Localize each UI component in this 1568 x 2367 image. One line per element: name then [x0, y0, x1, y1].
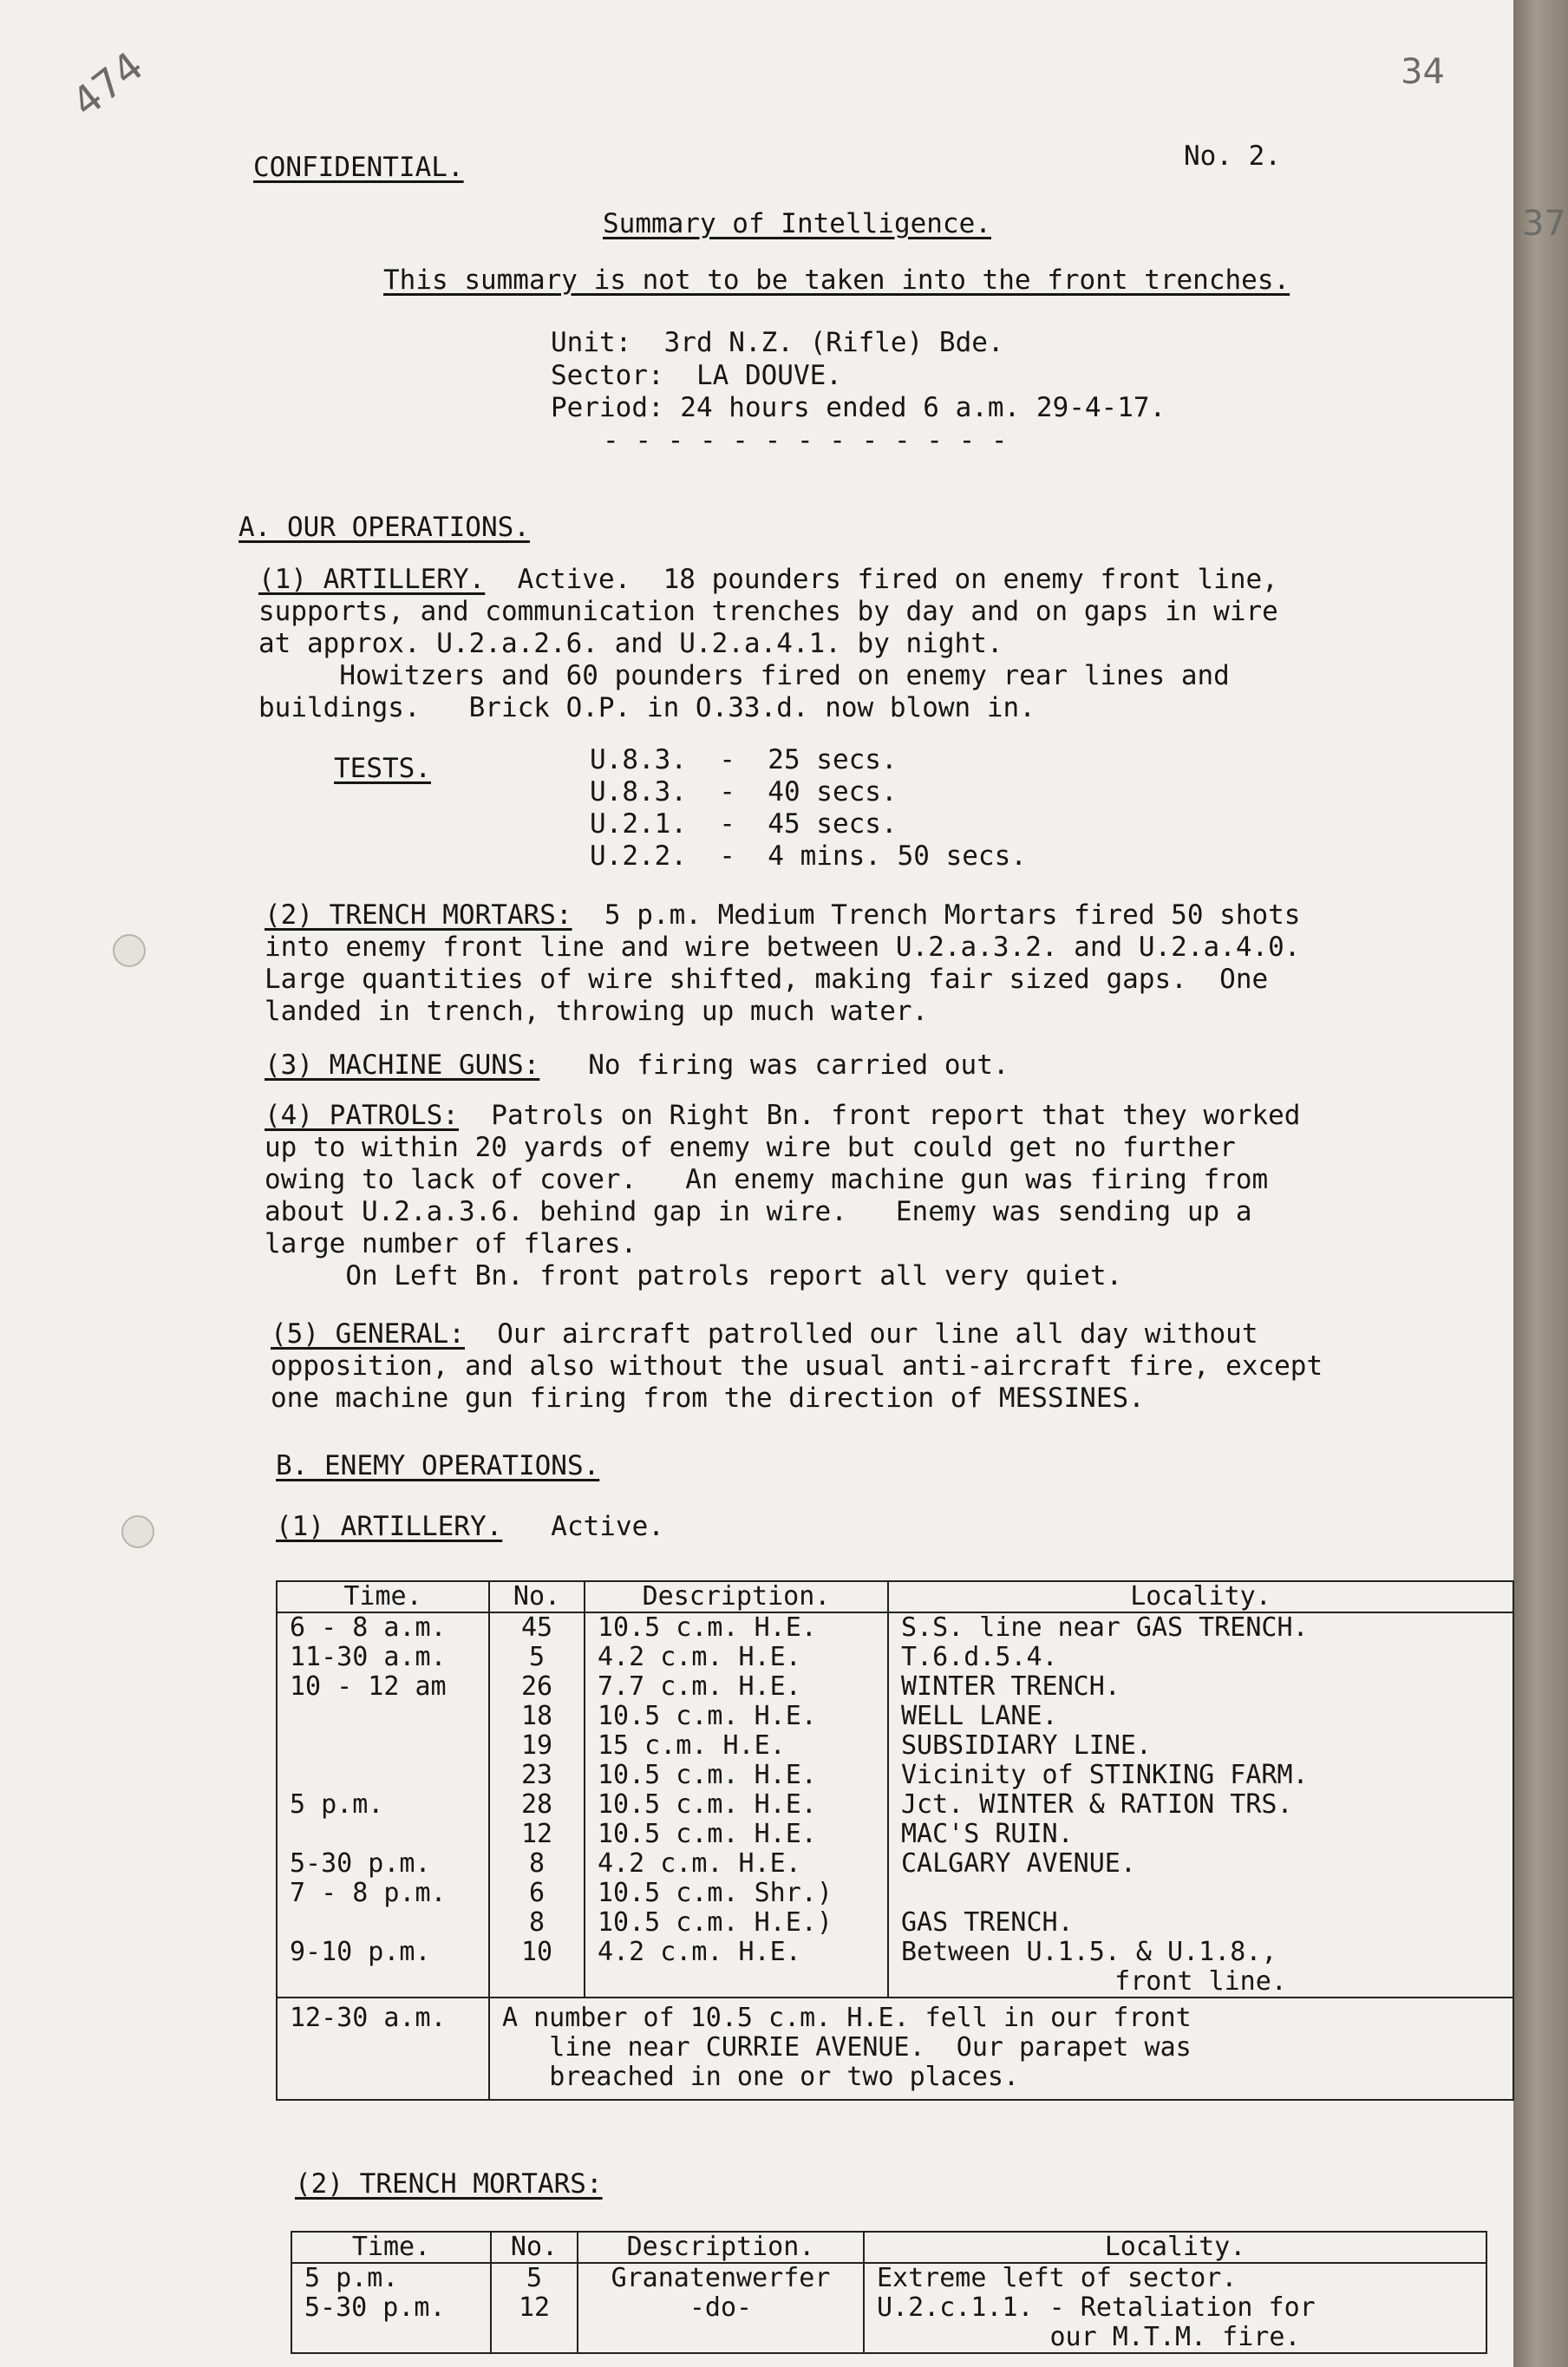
separator-rule: - - - - - - - - - - - - -: [603, 425, 1008, 456]
cell-no: 19: [489, 1731, 585, 1761]
table-row: [291, 2263, 1486, 2293]
trench-mortars-line: Large quantities of wire shifted, making fair sized gaps. One: [265, 964, 1269, 995]
trench-mortars-line: into enemy front line and wire between U.2.a.3.2. and U.2.a.4.0.: [265, 932, 1301, 963]
trench-mortars-paragraph: [265, 899, 1300, 1028]
cell-locality: GAS TRENCH.: [888, 1908, 1513, 1938]
trench-mortars-line: 5 p.m. Medium Trench Mortars fired 50 shots: [572, 899, 1301, 931]
artillery-label: (1) ARTILLERY.: [258, 564, 486, 595]
cell-time: 10 - 12 am: [277, 1672, 489, 1702]
table-row: [277, 1643, 1513, 1672]
cell-locality: WELL LANE.: [888, 1702, 1513, 1731]
cell-no: 28: [489, 1790, 585, 1820]
table-row: [277, 1790, 1513, 1820]
cell-time: [277, 1731, 489, 1761]
cell-description: 7.7 c.m. H.E.: [585, 1672, 888, 1702]
cell-time: [277, 1967, 489, 1998]
cell-description: 4.2 c.m. H.E.: [585, 1938, 888, 1967]
table-row: [291, 2323, 1486, 2353]
cell-description: 15 c.m. H.E.: [585, 1731, 888, 1761]
column-header-time: Time.: [277, 1581, 489, 1612]
cell-locality: MAC'S RUIN.: [888, 1820, 1513, 1849]
test-row: U.8.3. - 40 secs.: [590, 776, 898, 808]
enemy-artillery-text: Active.: [502, 1511, 664, 1542]
column-header-description: Description.: [585, 1581, 888, 1612]
cell-description: 10.5 c.m. H.E.: [585, 1790, 888, 1820]
artillery-line: Howitzers and 60 pounders fired on enemy rear lines and: [258, 660, 1230, 691]
enemy-trench-mortars-table: [291, 2231, 1487, 2354]
cell-locality: S.S. line near GAS TRENCH.: [888, 1612, 1513, 1643]
cell-no: 23: [489, 1761, 585, 1790]
punch-hole: [113, 934, 146, 967]
patrols-line: owing to lack of cover. An enemy machine gun was firing from: [265, 1164, 1269, 1195]
table-row: [277, 1820, 1513, 1849]
cell-locality: Vicinity of STINKING FARM.: [888, 1761, 1513, 1790]
cell-no: [491, 2323, 578, 2353]
trench-mortars-label: (2) TRENCH MORTARS:: [265, 899, 572, 931]
cell-time: 5-30 p.m.: [277, 1849, 489, 1879]
cell-description: 10.5 c.m. H.E.: [585, 1820, 888, 1849]
pencil-page-number: 34: [1401, 52, 1445, 92]
cell-locality: our M.T.M. fire.: [864, 2323, 1486, 2353]
cell-locality: Extreme left of sector.: [864, 2263, 1486, 2293]
cell-locality: CALGARY AVENUE.: [888, 1849, 1513, 1879]
cell-locality: front line.: [888, 1967, 1513, 1998]
cell-time: [277, 1908, 489, 1938]
cell-time: 5-30 p.m.: [291, 2293, 491, 2323]
cell-description: 4.2 c.m. H.E.: [585, 1643, 888, 1672]
table-row: [277, 1849, 1513, 1879]
cell-time: 6 - 8 a.m.: [277, 1612, 489, 1643]
cell-time: 5 p.m.: [277, 1790, 489, 1820]
cell-locality: WINTER TRENCH.: [888, 1672, 1513, 1702]
cell-note: A number of 10.5 c.m. H.E. fell in our front line near CURRIE AVENUE. Our parapet was breached in one or two places.: [489, 1998, 1513, 2100]
cell-no: 26: [489, 1672, 585, 1702]
cell-description: 10.5 c.m. H.E.: [585, 1761, 888, 1790]
cell-description: [578, 2323, 864, 2353]
general-line: one machine gun firing from the direction of MESSINES.: [271, 1383, 1145, 1414]
column-header-locality: Locality.: [888, 1581, 1513, 1612]
pencil-margin-number: 37: [1522, 204, 1566, 244]
cell-time: [277, 1761, 489, 1790]
cell-time: 9-10 p.m.: [277, 1938, 489, 1967]
table-row: [277, 1938, 1513, 1967]
cell-description: 10.5 c.m. H.E.): [585, 1908, 888, 1938]
period-line: Period: 24 hours ended 6 a.m. 29-4-17.: [551, 392, 1166, 423]
patrols-line: On Left Bn. front patrols report all very quiet.: [265, 1260, 1123, 1291]
underlying-page-edge: [1513, 0, 1568, 2367]
cell-no: 18: [489, 1702, 585, 1731]
table-row: [277, 1761, 1513, 1790]
cell-description: 10.5 c.m. H.E.: [585, 1612, 888, 1643]
cell-no: 8: [489, 1849, 585, 1879]
column-header-description: Description.: [578, 2232, 864, 2263]
column-header-time: Time.: [291, 2232, 491, 2263]
cell-time: 7 - 8 p.m.: [277, 1879, 489, 1908]
table-header-row: [277, 1581, 1513, 1612]
column-header-no: No.: [489, 1581, 585, 1612]
cell-locality: Jct. WINTER & RATION TRS.: [888, 1790, 1513, 1820]
cell-no: 6: [489, 1879, 585, 1908]
table-header-row: [291, 2232, 1486, 2263]
cell-description: -do-: [578, 2293, 864, 2323]
patrols-line: up to within 20 yards of enemy wire but could get no further: [265, 1132, 1236, 1163]
cell-no: 12: [491, 2293, 578, 2323]
patrols-line: about U.2.a.3.6. behind gap in wire. Enemy was sending up a: [265, 1196, 1252, 1227]
enemy-artillery-heading: [276, 1511, 664, 1542]
section-b-heading: B. ENEMY OPERATIONS.: [276, 1450, 600, 1481]
cell-locality: Between U.1.5. & U.1.8.,: [888, 1938, 1513, 1967]
cell-no: 12: [489, 1820, 585, 1849]
cell-locality: SUBSIDIARY LINE.: [888, 1731, 1513, 1761]
cell-description: 10.5 c.m. H.E.: [585, 1702, 888, 1731]
trench-mortars-line: landed in trench, throwing up much water.: [265, 996, 929, 1027]
cell-description: [585, 1967, 888, 1998]
artillery-line: supports, and communication trenches by day and on gaps in wire: [258, 596, 1278, 627]
cell-locality: T.6.d.5.4.: [888, 1643, 1513, 1672]
cell-description: 4.2 c.m. H.E.: [585, 1849, 888, 1879]
table-row: [291, 2293, 1486, 2323]
cell-description: 10.5 c.m. Shr.): [585, 1879, 888, 1908]
table-row: [277, 1731, 1513, 1761]
machine-guns-label: (3) MACHINE GUNS:: [265, 1049, 540, 1081]
test-row: U.2.2. - 4 mins. 50 secs.: [590, 840, 1027, 872]
general-line: opposition, and also without the usual anti-aircraft fire, except: [271, 1350, 1323, 1382]
document-title: Summary of Intelligence.: [603, 208, 991, 239]
cell-description: Granatenwerfer: [578, 2263, 864, 2293]
cell-time: 12-30 a.m.: [277, 1998, 489, 2100]
patrols-paragraph: [265, 1100, 1300, 1292]
cell-no: 10: [489, 1938, 585, 1967]
tests-list: [590, 744, 1027, 873]
table-row: [277, 1702, 1513, 1731]
table-row: [277, 1908, 1513, 1938]
patrols-line: Patrols on Right Bn. front report that they worked: [458, 1100, 1301, 1131]
punch-hole: [121, 1515, 154, 1548]
unit-line: Unit: 3rd N.Z. (Rifle) Bde.: [551, 327, 1004, 358]
cell-no: 5: [489, 1643, 585, 1672]
artillery-line: buildings. Brick O.P. in O.33.d. now blown in.: [258, 692, 1036, 723]
table-row-note: [277, 1998, 1513, 2100]
general-paragraph: [271, 1318, 1323, 1415]
general-label: (5) GENERAL:: [271, 1318, 465, 1350]
artillery-paragraph: [258, 564, 1278, 724]
artillery-line: at approx. U.2.a.2.6. and U.2.a.4.1. by night.: [258, 628, 1003, 659]
patrols-label: (4) PATROLS:: [265, 1100, 459, 1131]
tests-label: TESTS.: [334, 753, 431, 784]
section-a-heading: A. OUR OPERATIONS.: [238, 512, 530, 543]
machine-guns-text: No firing was carried out.: [539, 1049, 1009, 1081]
distribution-notice: This summary is not to be taken into the front trenches.: [383, 265, 1290, 296]
cell-time: [277, 1820, 489, 1849]
test-row: U.2.1. - 45 secs.: [590, 808, 898, 840]
cell-time: [291, 2323, 491, 2353]
cell-no: [489, 1967, 585, 1998]
cell-locality: U.2.c.1.1. - Retaliation for: [864, 2293, 1486, 2323]
classification-label: CONFIDENTIAL.: [253, 152, 464, 183]
patrols-line: large number of flares.: [265, 1228, 637, 1259]
column-header-no: No.: [491, 2232, 578, 2263]
table-row: [277, 1879, 1513, 1908]
general-line: Our aircraft patrolled our line all day without: [464, 1318, 1258, 1350]
enemy-artillery-table: [276, 1580, 1514, 2101]
column-header-locality: Locality.: [864, 2232, 1486, 2263]
table-row: [277, 1672, 1513, 1702]
cell-locality: [888, 1879, 1513, 1908]
test-row: U.8.3. - 25 secs.: [590, 744, 898, 775]
cell-time: 11-30 a.m.: [277, 1643, 489, 1672]
document-number: No. 2.: [1184, 141, 1281, 172]
cell-time: [277, 1702, 489, 1731]
table-row: [277, 1967, 1513, 1998]
artillery-line: Active. 18 pounders fired on enemy front line,: [485, 564, 1278, 595]
pencil-folio-number: 474: [62, 42, 153, 127]
enemy-artillery-label: (1) ARTILLERY.: [276, 1511, 503, 1542]
sector-line: Sector: LA DOUVE.: [551, 360, 842, 391]
machine-guns-paragraph: [265, 1049, 1009, 1081]
cell-no: 5: [491, 2263, 578, 2293]
enemy-trench-mortars-label: (2) TRENCH MORTARS:: [295, 2168, 603, 2200]
table-row: [277, 1612, 1513, 1643]
cell-time: 5 p.m.: [291, 2263, 491, 2293]
cell-no: 45: [489, 1612, 585, 1643]
cell-no: 8: [489, 1908, 585, 1938]
